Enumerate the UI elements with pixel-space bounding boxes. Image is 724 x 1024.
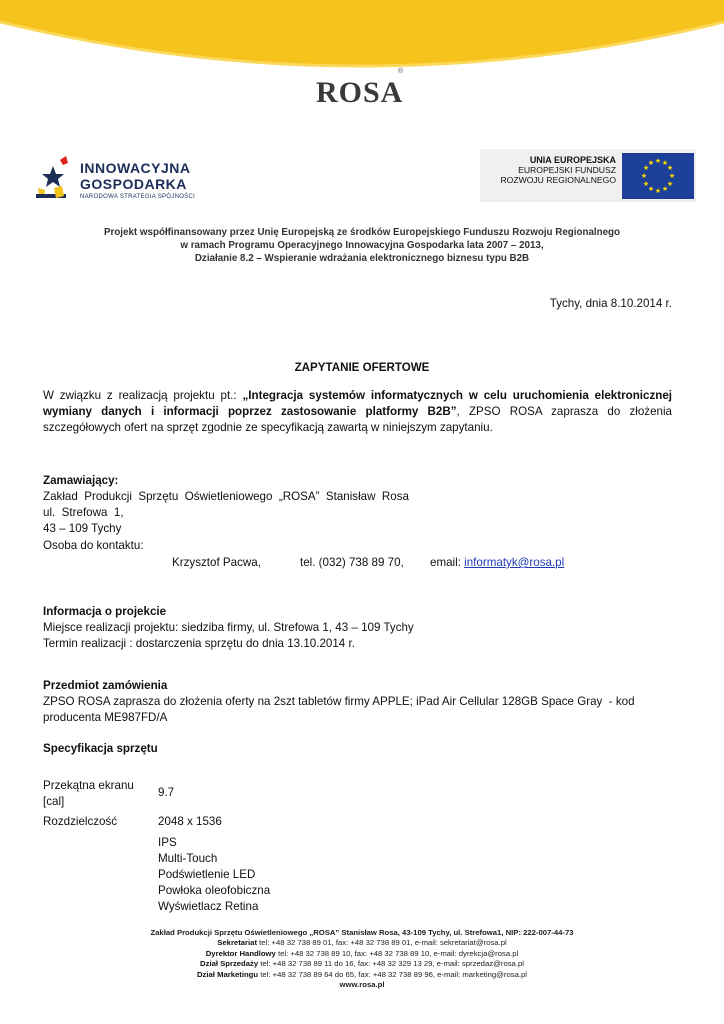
- document-title: ZAPYTANIE OFERTOWE: [294, 361, 430, 374]
- project-line-3: Działanie 8.2 – Wspieranie wdrażania elektronicznego biznesu typu B2B: [194, 253, 530, 264]
- spec-row-screen-value: 9.7: [158, 786, 175, 799]
- intro-prefix: W związku z realizacją projektu pt.:: [43, 389, 243, 402]
- contact-email: [430, 556, 564, 569]
- eu-text: [500, 155, 616, 185]
- projekt-heading: Informacja o projekcie: [43, 605, 167, 618]
- footer-value: tel: +48 32 738 89 10, fax: +48 32 738 89 10, e-mail: dyrekcja@rosa.pl: [275, 948, 519, 958]
- contact-label: Osoba do kontaktu:: [43, 539, 144, 552]
- zamawiajacy-line1: Zakład Produkcji Sprzętu Oświetleniowego „ROSA” Stanisław Rosa: [43, 490, 409, 503]
- display-feature: Podświetlenie LED: [158, 868, 256, 881]
- zamowienie-line2: producenta ME987FD/A: [43, 711, 168, 724]
- svg-text:★: ★: [666, 164, 674, 172]
- ig-line1: INNOWACYJNA: [80, 160, 191, 176]
- footer-www[interactable]: www.rosa.pl: [339, 980, 385, 990]
- footer-value: tel: +48 32 738 89 11 do 16, fax: +48 32 329 13 29, e-mail: sprzedaz@rosa.pl: [258, 959, 524, 969]
- svg-text:★: ★: [666, 180, 674, 188]
- project-line-2: w ramach Programu Operacyjnego Innowacyjna Gospodarka lata 2007 – 2013,: [180, 240, 544, 251]
- spec-label-line2: [cal]: [43, 795, 65, 808]
- svg-text:★: ★: [642, 180, 650, 188]
- svg-text:★: ★: [668, 172, 676, 180]
- zamowienie-heading: Przedmiot zamówienia: [43, 679, 168, 692]
- eu-line2: EUROPEJSKI FUNDUSZ: [518, 165, 616, 175]
- zamawiajacy-line3: 43 – 109 Tychy: [43, 522, 122, 535]
- eu-flag-icon: [622, 153, 694, 199]
- footer-sprzedaz: [0, 959, 724, 969]
- projekt-line2: Termin realizacji : dostarczenia sprzętu do dnia 13.10.2014 r.: [43, 637, 355, 650]
- spec-row-resolution-label: Rozdzielczość: [43, 815, 118, 828]
- zamawiajacy-heading: Zamawiający:: [43, 474, 119, 487]
- display-feature: IPS: [158, 836, 177, 849]
- display-feature: Wyświetlacz Retina: [158, 900, 259, 913]
- footer-label: Dział Marketingu: [196, 969, 259, 979]
- rosa-logo-text: ROSA: [316, 76, 404, 109]
- spec-row-screen-label: [43, 778, 134, 810]
- footer-value: tel: +48 32 738 89 01, fax: +48 32 738 89 01, e-mail: sekretariat@rosa.pl: [257, 938, 507, 948]
- spec-label-line1: Przekątna ekranu: [43, 779, 134, 792]
- footer-marketing: [0, 970, 724, 980]
- contact-phone: tel. (032) 738 89 70,: [300, 556, 404, 569]
- svg-text:★: ★: [642, 164, 650, 172]
- svg-text:★: ★: [654, 187, 662, 195]
- intro-project-name: „Integracja systemów informatycznych w celu uruchomienia elektronicznej wymiany danych i informacji poprzez zastosowanie platformy B2B”: [43, 389, 672, 418]
- specyfikacja-heading: Specyfikacja sprzętu: [43, 742, 158, 755]
- footer-dyrektor: [0, 949, 724, 959]
- svg-text:★: ★: [647, 185, 655, 193]
- eu-logo: [480, 149, 696, 202]
- svg-text:★: ★: [661, 159, 669, 167]
- svg-text:★: ★: [661, 185, 669, 193]
- svg-text:★: ★: [647, 159, 655, 167]
- ig-line2: GOSPODARKA: [80, 176, 187, 192]
- display-feature: Powłoka oleofobiczna: [158, 884, 271, 897]
- registered-mark: ®: [398, 68, 404, 75]
- zamawiajacy-line2: ul. Strefowa 1,: [43, 506, 124, 519]
- footer-value: tel: +48 32 738 89 64 do 65, fax: +48 32 738 89 96, e-mail: marketing@rosa.pl: [258, 969, 528, 979]
- display-features-list: [158, 835, 270, 915]
- top-banner: [0, 0, 724, 72]
- ig-star-icon: [36, 150, 76, 206]
- display-feature: Multi-Touch: [158, 852, 218, 865]
- innowacyjna-gospodarka-logo: [36, 150, 216, 208]
- footer-label: Dział Sprzedaży: [200, 959, 259, 969]
- intro-suffix: , ZPSO ROSA zaprasza do złożenia szczegółowych ofert na sprzęt zgodnie ze specyfikacją zawartą w niniejszym zapytaniu.: [43, 405, 672, 434]
- email-link[interactable]: informatyk@rosa.pl: [464, 556, 565, 569]
- ig-line3: NARODOWA STRATEGIA SPÓJNOŚCI: [80, 194, 196, 200]
- company-footer: [0, 928, 724, 990]
- intro-paragraph: [43, 388, 672, 436]
- footer-sekretariat: [0, 938, 724, 948]
- contact-name: Krzysztof Pacwa,: [172, 556, 261, 569]
- spec-row-resolution-value: 2048 x 1536: [158, 815, 222, 828]
- footer-label: Dyrektor Handlowy: [205, 948, 276, 958]
- eu-line3: ROZWOJU REGIONALNEGO: [500, 175, 616, 185]
- projekt-line1: Miejsce realizacji projektu: siedziba firmy, ul. Strefowa 1, 43 – 109 Tychy: [43, 621, 414, 634]
- eu-line1: UNIA EUROPEJSKA: [529, 155, 616, 165]
- rosa-logo: [300, 66, 420, 116]
- footer-company-line: Zakład Produkcji Sprzętu Oświetleniowego „ROSA” Stanisław Rosa, 43-109 Tychy, ul. Strefowa1, NIP: 222-007-44-73: [150, 928, 574, 937]
- zamowienie-line1: ZPSO ROSA zaprasza do złożenia oferty na 2szt tabletów firmy APPLE; iPad Air Cellular 128GB Space Gray - kod: [43, 695, 635, 708]
- footer-label: Sekretariat: [217, 938, 258, 948]
- svg-text:★: ★: [640, 172, 648, 180]
- svg-text:★: ★: [654, 157, 662, 165]
- document-date: Tychy, dnia 8.10.2014 r.: [549, 297, 672, 310]
- email-label: email:: [430, 556, 465, 569]
- project-line-1: Projekt współfinansowany przez Unię Europejską ze środków Europejskiego Funduszu Rozwoju Regionalnego: [103, 227, 621, 238]
